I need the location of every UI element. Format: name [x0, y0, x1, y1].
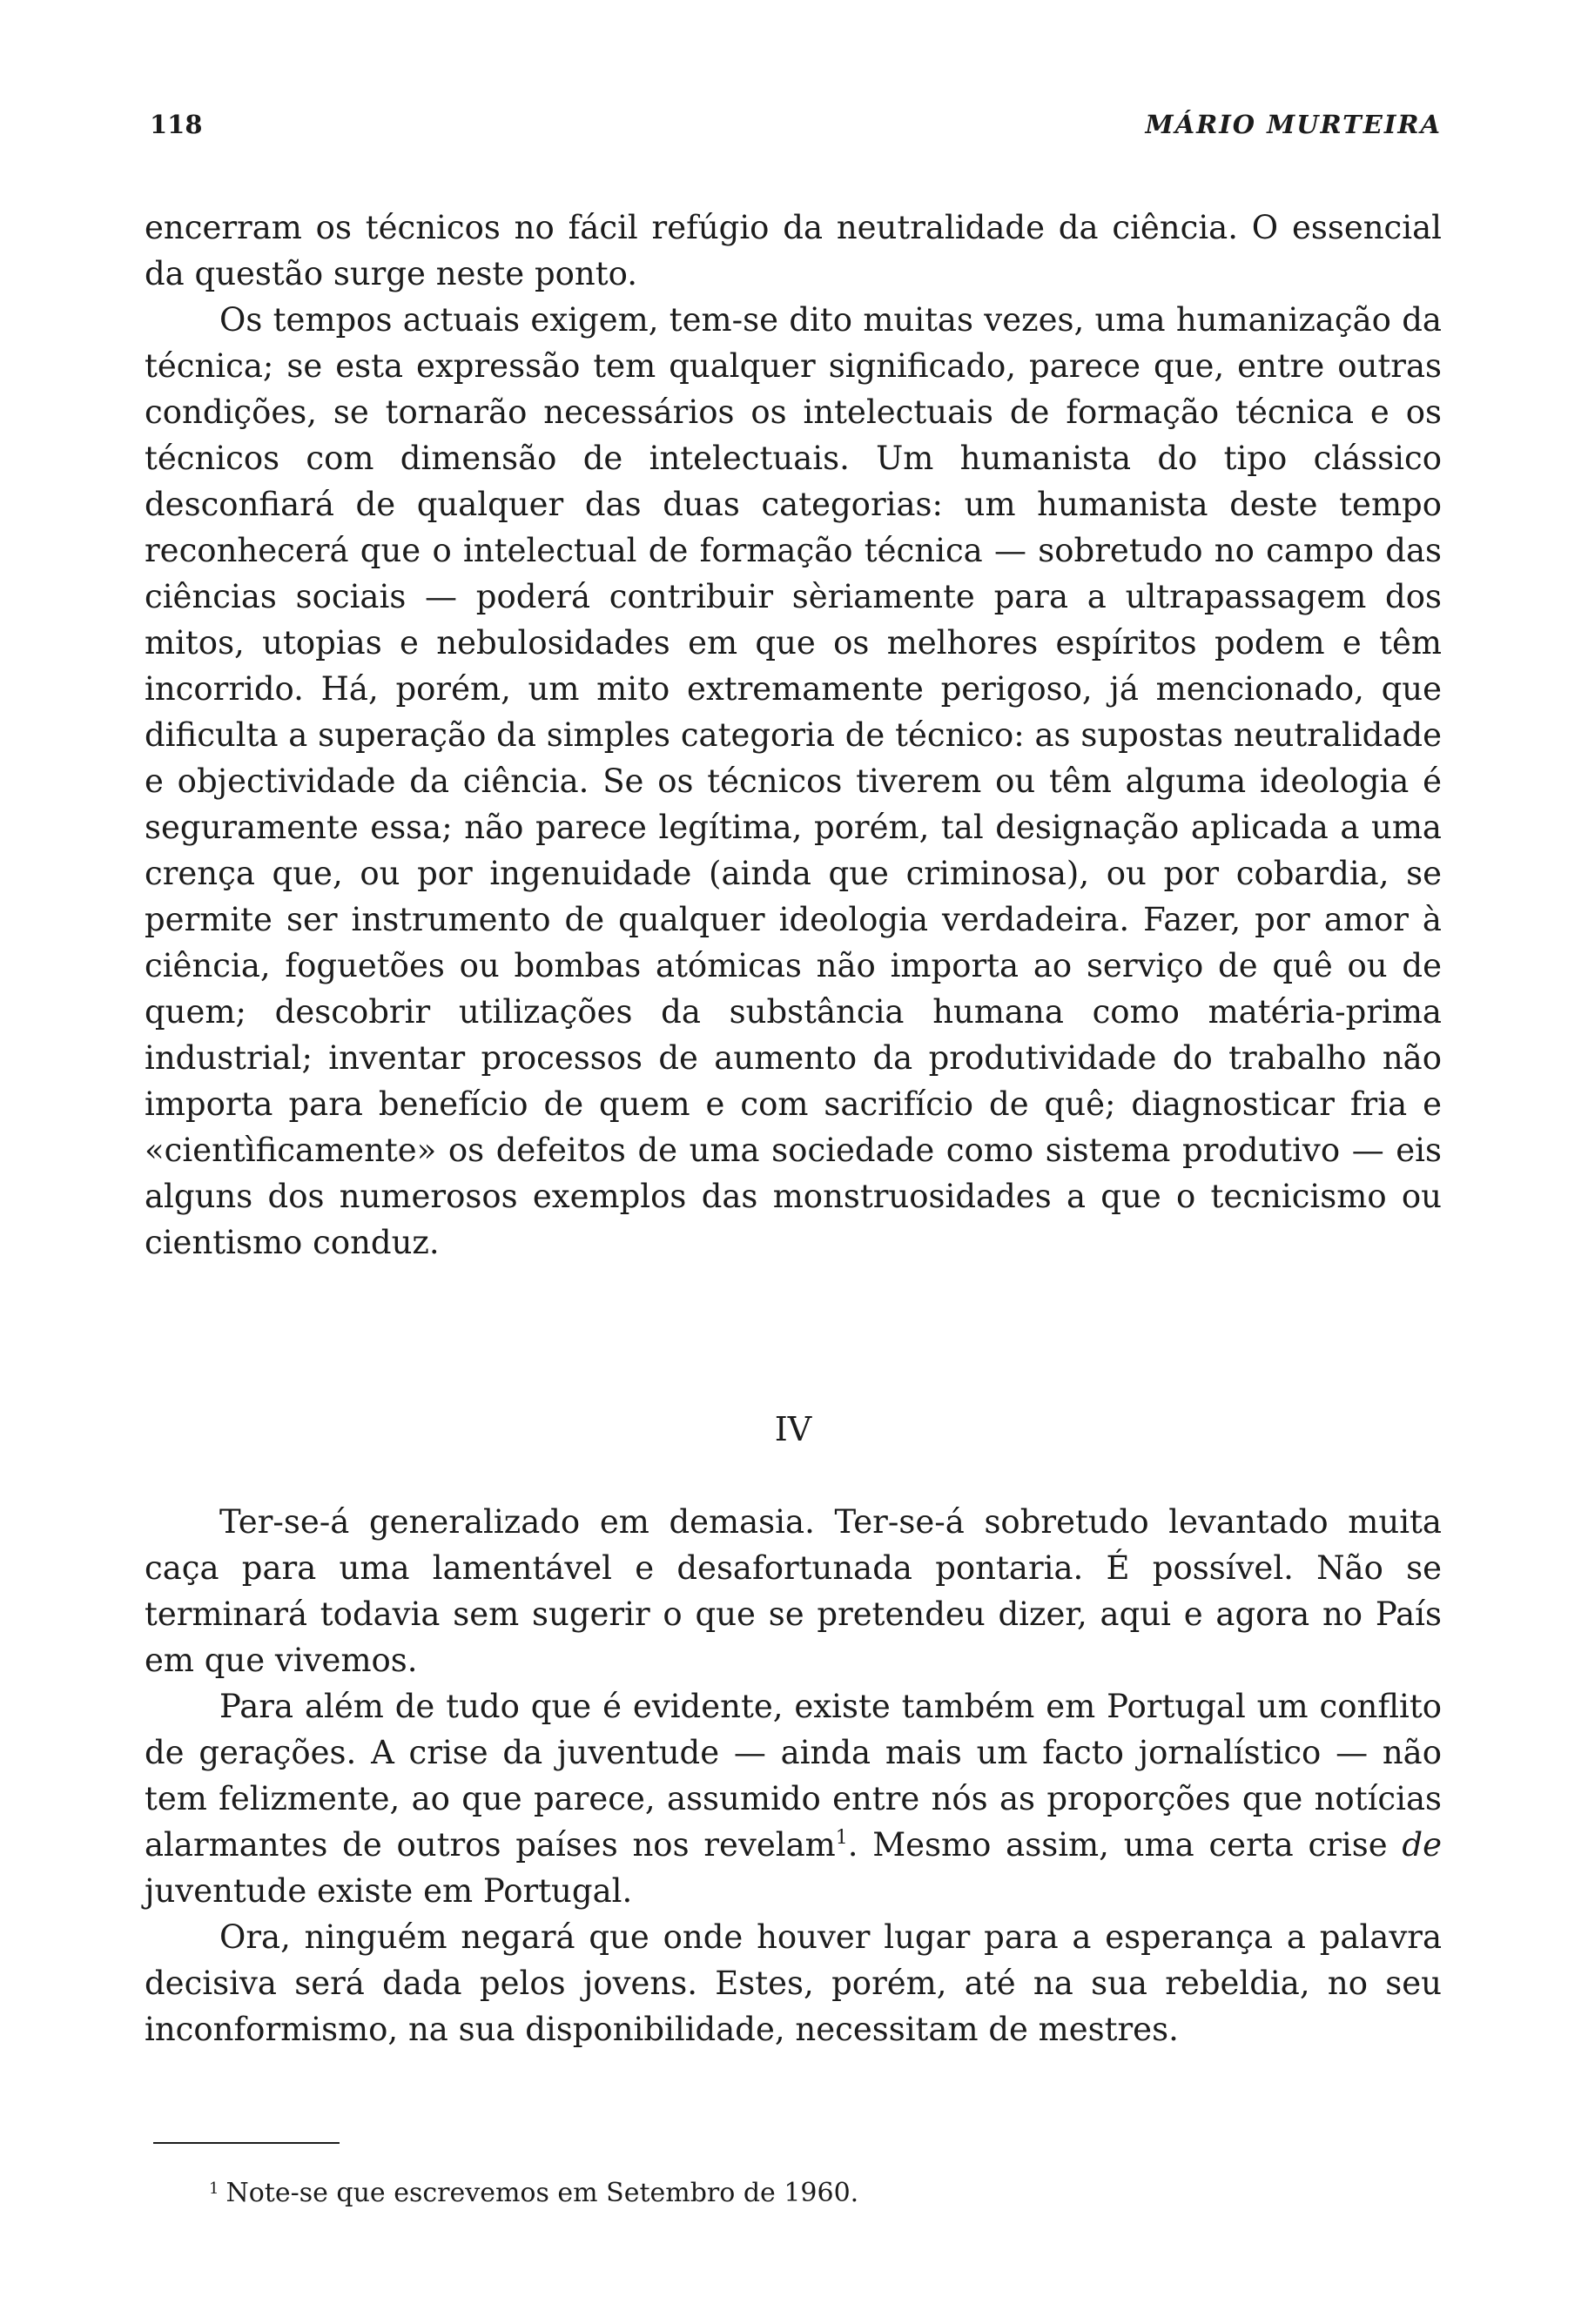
italic-word: de — [1402, 1826, 1442, 1864]
text-run: . Mesmo assim, uma certa crise — [847, 1826, 1403, 1864]
footnote-divider — [153, 2142, 340, 2144]
text-run: Para além de tudo que é evidente, existe também em Portugal um conflito de gerações. A crise da juventude — ainda mais um facto jornalístico — não tem felizmente, ao que parece, assumido entre nós as proporções que notícias alarmantes de outros países nos revelam — [145, 1688, 1442, 1864]
paragraph: Ora, ninguém negará que onde houver lugar para a esperança a palavra decisiva será dada pelos jovens. Estes, porém, até na sua rebeldia, no seu inconformismo, na sua disponibilidade, necessitam de mestres. — [145, 1918, 1442, 2048]
text-run: juventude existe em Portugal. — [145, 1872, 633, 1910]
section-heading: IV — [774, 1410, 812, 1448]
text-block-1 — [145, 205, 1442, 1266]
footnote-marker: 1 — [209, 2180, 219, 2198]
footnote — [209, 2172, 858, 2211]
text-block-2 — [145, 1499, 1442, 2052]
running-head: MÁRIO MURTEIRA — [1145, 110, 1442, 139]
page-number: 118 — [150, 110, 203, 139]
paragraph: Os tempos actuais exigem, tem-se dito muitas vezes, uma humanização da técnica; se esta expressão tem qualquer significado, parece que, entre outras condições, se tornarão necessários os intelectuais de formação técnica e os técnicos com dimensão de intelectuais. Um humanista do tipo clássico desconfiará de qualquer das duas categorias: um humanista deste tempo reconhecerá que o intelectual de formação técnica — sobretudo no campo das ciências sociais — poderá contribuir sèriamente para a ultrapassagem dos mitos, utopias e nebulosidades em que os melhores espíritos podem e têm incorrido. Há, porém, um mito extremamente perigoso, já mencionado, que dificulta a superação da simples categoria de técnico: as supostas neutralidade e objectividade da ciência. Se os técnicos tiverem ou têm alguma ideologia é seguramente essa; não parece legítima, porém, tal designação aplicada a uma crença que, ou por ingenuidade (ainda que criminosa), ou por cobardia, se permite ser instrumento de qualquer ideologia verdadeira. Fazer, por amor à ciência, foguetões ou bombas atómicas não importa ao serviço de quê ou de quem; descobrir utilizações da substância humana como matéria-prima industrial; inventar processos de aumento da produtividade do trabalho não importa para benefício de quem e com sacrifício de quê; diagnosticar fria e «cientìficamente» os defeitos de uma sociedade como sistema produtivo — eis alguns dos numerosos exemplos das monstruosidades a que o tecnicismo ou cientismo conduz. — [145, 301, 1442, 1261]
paragraph: Ter-se-á generalizado em demasia. Ter-se-á sobretudo levantado muita caça para uma lamentável e desafortunada pontaria. É possível. Não se terminará todavia sem sugerir o que se pretendeu dizer, aqui e agora no País em que vivemos. — [145, 1503, 1442, 1679]
paragraph — [145, 1683, 1442, 1914]
footnote-text: Note-se que escrevemos em Setembro de 1960. — [225, 2178, 859, 2208]
footnote-reference: 1 — [835, 1827, 848, 1849]
paragraph: encerram os técnicos no fácil refúgio da neutralidade da ciência. O essencial da questão surge neste ponto. — [145, 209, 1442, 292]
page-header — [150, 110, 1442, 144]
